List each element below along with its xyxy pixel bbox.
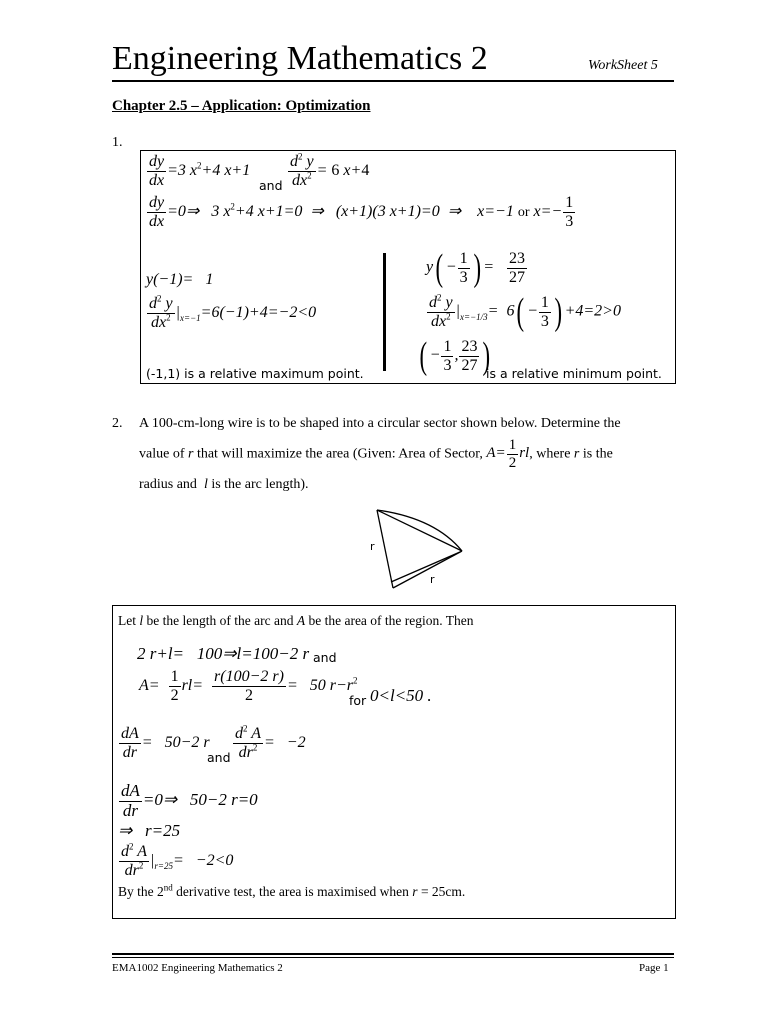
solution-for: for bbox=[349, 693, 367, 708]
q1-second-derivative: $\frac{d^2 y}{dx^2}$ = 6 x+4 bbox=[290, 151, 370, 189]
q1-divider bbox=[383, 253, 386, 371]
q2-line-2: value of r that will maximize the area (Given: Area of Sector, A= $\frac{1}{2}$ rl, where r is the bbox=[139, 437, 613, 471]
q1-critical-equation: $\frac{dy}{dx}$ =0⇒ 3 $x^2+4$ x+1=0 ⇒ (x+1)(3 x+1)=0 ⇒ x=−1 or x=− $\frac{1}{3}$ bbox=[149, 194, 574, 230]
q1-first-derivative: $\frac{dy}{dx}$ =3 $x^2+4$ x+1 bbox=[149, 153, 251, 189]
diagram-label-r-bottom: r bbox=[430, 573, 435, 586]
q2-line-3: radius and l is the arc length). bbox=[139, 477, 309, 492]
q1-second-derivative-at-minus-one: $\frac{d^2 y}{dx^2}$ $|_{x=-1}=6(-1)+4=-2<0$ bbox=[149, 293, 317, 331]
solution-conclusion: By the 2nd derivative test, the area is maximised when r = 25cm. bbox=[118, 882, 466, 899]
q1-number: 1. bbox=[112, 135, 123, 150]
header-rule bbox=[112, 80, 674, 82]
q2-number: 2. bbox=[112, 416, 123, 431]
second-derivative-test: $\frac{d^2 A}{dr^2}$ $|_{r=25}= -2<0$ bbox=[121, 841, 234, 879]
area-first-derivative: $\frac{dA}{dr}$ = 50−2 r bbox=[121, 725, 210, 761]
q1-conclusion-min: is a relative minimum point. bbox=[486, 366, 662, 381]
critical-value: ⇒ r=25 bbox=[118, 821, 181, 840]
area-second-derivative: $\frac{d^2 A}{dr^2}$ = −2 bbox=[235, 723, 306, 761]
solution-and-1: and bbox=[313, 650, 337, 665]
chapter-heading: Chapter 2.5 – Application: Optimization bbox=[112, 98, 371, 114]
page-title: Engineering Mathematics 2 bbox=[112, 40, 488, 77]
footer-course: EMA1002 Engineering Mathematics 2 bbox=[112, 962, 283, 974]
footer-page-number: Page 1 bbox=[639, 962, 669, 974]
q1-conclusion-max: (-1,1) is a relative maximum point. bbox=[146, 366, 364, 381]
q2-solution-box bbox=[112, 605, 676, 919]
footer-rule-thin bbox=[112, 957, 674, 958]
worksheet-label: WorkSheet 5 bbox=[588, 58, 658, 73]
q1-y-at-minus-one: y(−1)= 1 bbox=[146, 271, 214, 288]
perimeter-equation: 2 r+l= 100⇒l=100−2 r bbox=[137, 644, 310, 663]
solution-and-2: and bbox=[207, 750, 231, 765]
diagram-label-r-left: r bbox=[370, 540, 375, 553]
footer-rule-thick bbox=[112, 953, 674, 955]
area-expression: A= $\frac{1}{2}$ rl= $\frac{r(100-2 r)}{2}$ = 50 $r-r^2$ bbox=[139, 668, 358, 704]
domain-condition: 0<l<50 . bbox=[370, 686, 432, 705]
solution-intro: Let l be the length of the arc and A be the area of the region. Then bbox=[118, 613, 474, 628]
sector-area-formula: A= $\frac{1}{2}$ rl bbox=[486, 437, 530, 471]
q2-text bbox=[139, 410, 679, 498]
q1-min-point: ( − $\frac{1}{3}$ , $\frac{23}{27}$ ) bbox=[419, 335, 491, 377]
q2-line-1: A 100-cm-long wire is to be shaped into a circular sector shown below. Determine the bbox=[139, 416, 621, 431]
q1-and-label: and bbox=[259, 178, 283, 193]
sector-diagram bbox=[360, 500, 470, 592]
area-critical-equation: $\frac{dA}{dr}$ =0⇒ 50−2 r=0 bbox=[121, 781, 258, 820]
q1-y-at-minus-third: y( − $\frac{1}{3}$ ) = $\frac{23}{27}$ bbox=[426, 247, 526, 289]
q1-second-derivative-at-minus-third: $\frac{d^2 y}{dx^2}$ $|_{x=-1/3}= 6$( − $\frac{1}{3}$ ) +4=2>0 bbox=[429, 291, 621, 333]
q1-solution-box bbox=[140, 150, 676, 384]
